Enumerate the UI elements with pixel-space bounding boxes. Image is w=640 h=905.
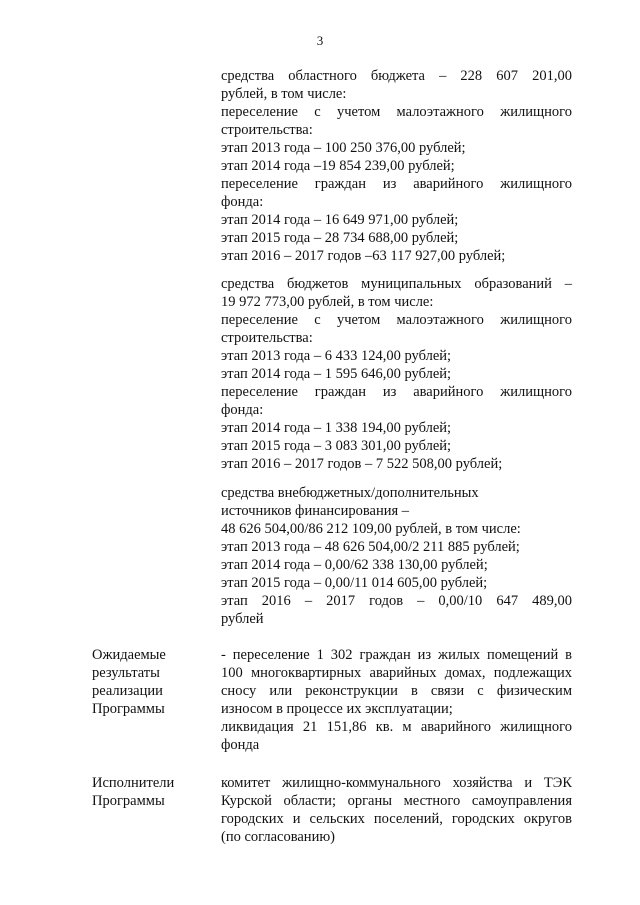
municipal-budget-line: средства бюджетов муниципальных образований –: [221, 276, 572, 292]
regional-budget-line: фонда:: [221, 194, 264, 210]
extrabudgetary-line: этап 2013 года – 48 626 504,00/2 211 885 рублей;: [221, 539, 520, 555]
extrabudgetary-line: рублей: [221, 611, 264, 627]
regional-budget-line: этап 2014 года – 16 649 971,00 рублей;: [221, 212, 459, 228]
municipal-budget-line: строительства:: [221, 330, 313, 346]
municipal-budget-line: переселение с учетом малоэтажного жилищного: [221, 312, 572, 328]
municipal-budget-line: этап 2013 года – 6 433 124,00 рублей;: [221, 348, 452, 364]
regional-budget-line: рублей, в том числе:: [221, 86, 347, 102]
expected-results-line: сносу или реконструкции в связи с физическим: [221, 683, 572, 699]
expected-results-block: [221, 646, 572, 754]
expected-results-label-line: результаты: [92, 665, 160, 681]
regional-budget-line: строительства:: [221, 122, 313, 138]
extrabudgetary-line: этап 2014 года – 0,00/62 338 130,00 рублей;: [221, 557, 488, 573]
municipal-budget-line: 19 972 773,00 рублей, в том числе:: [221, 294, 434, 310]
extrabudgetary-line: этап 2015 года – 0,00/11 014 605,00 рублей;: [221, 575, 488, 591]
regional-budget-line: этап 2014 года –19 854 239,00 рублей;: [221, 158, 455, 174]
expected-results-line: износом в процессе их эксплуатации;: [221, 701, 453, 717]
extrabudgetary-line: источников финансирования –: [221, 503, 410, 519]
expected-results-label-line: Программы: [92, 701, 165, 717]
expected-results-line: ликвидация 21 151,86 кв. м аварийного жилищного: [221, 719, 572, 735]
municipal-budget-line: этап 2014 года – 1 595 646,00 рублей;: [221, 366, 452, 382]
expected-results-label-line: Ожидаемые: [92, 647, 166, 663]
expected-results-line: - переселение 1 302 граждан из жилых помещений в: [221, 647, 572, 663]
regional-budget-line: этап 2013 года – 100 250 376,00 рублей;: [221, 140, 466, 156]
executors-line: комитет жилищно-коммунального хозяйства и ТЭК: [221, 775, 572, 791]
page-number: 3: [316, 33, 324, 48]
extrabudgetary-line: этап 2016 – 2017 годов – 0,00/10 647 489,00: [221, 593, 572, 609]
executors-label: [92, 774, 212, 810]
expected-results-label: [92, 646, 212, 718]
municipal-budget-line: этап 2016 – 2017 годов – 7 522 508,00 рублей;: [221, 456, 503, 472]
regional-budget-line: этап 2015 года – 28 734 688,00 рублей;: [221, 230, 459, 246]
municipal-budget-line: этап 2015 года – 3 083 301,00 рублей;: [221, 438, 452, 454]
regional-budget-line: этап 2016 – 2017 годов –63 117 927,00 рублей;: [221, 248, 506, 264]
extrabudgetary-line: 48 626 504,00/86 212 109,00 рублей, в том числе:: [221, 521, 521, 537]
regional-budget-block: [221, 67, 572, 265]
expected-results-label-line: реализации: [92, 683, 163, 699]
regional-budget-line: переселение граждан из аварийного жилищного: [221, 176, 572, 192]
expected-results-line: 100 многоквартирных аварийных домах, подлежащих: [221, 665, 572, 681]
regional-budget-line: средства областного бюджета – 228 607 201,00: [221, 68, 572, 84]
executors-line: (по согласованию): [221, 829, 335, 845]
municipal-budget-line: этап 2014 года – 1 338 194,00 рублей;: [221, 420, 452, 436]
expected-results-line: фонда: [221, 737, 260, 753]
executors-line: городских и сельских поселений, городских округов: [221, 811, 572, 827]
executors-label-line: Программы: [92, 793, 165, 809]
executors-label-line: Исполнители: [92, 775, 175, 791]
municipal-budget-block: [221, 275, 572, 473]
extrabudgetary-block: [221, 484, 572, 628]
executors-block: [221, 774, 572, 846]
municipal-budget-line: фонда:: [221, 402, 264, 418]
extrabudgetary-line: средства внебюджетных/дополнительных: [221, 485, 479, 501]
regional-budget-line: переселение с учетом малоэтажного жилищного: [221, 104, 572, 120]
municipal-budget-line: переселение граждан из аварийного жилищного: [221, 384, 572, 400]
executors-line: Курской области; органы местного самоуправления: [221, 793, 572, 809]
